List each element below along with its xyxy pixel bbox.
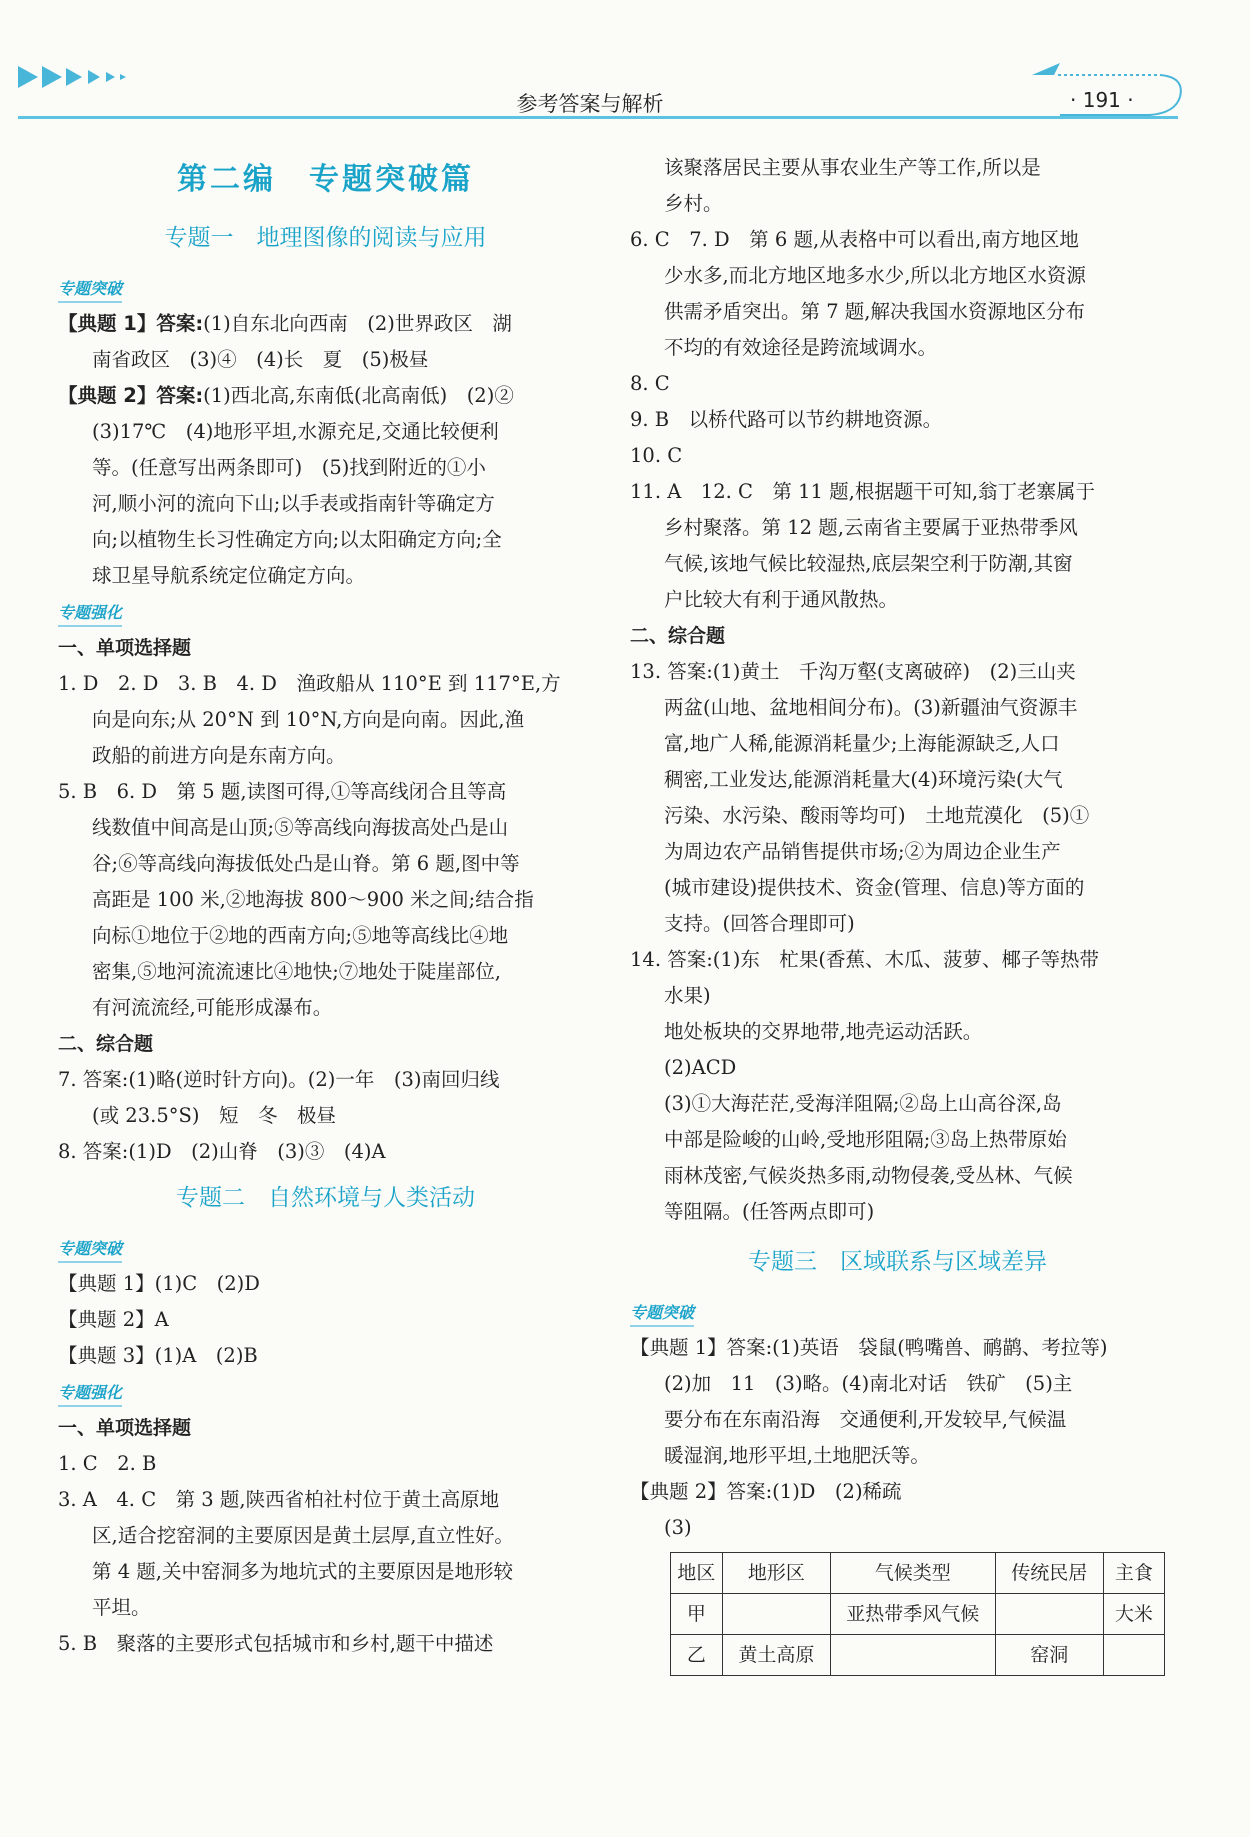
text-line: 富,地广人稀,能源消耗量少;上海能源缺乏,人口 [664, 732, 1060, 755]
text-line: 气候,该地气候比较湿热,底层架空利于防潮,其窗 [664, 552, 1073, 575]
text-line: 11. A 12. C 第 11 题,根据题干可知,翁丁老寨属于 [630, 480, 1096, 503]
text-line: 雨林茂密,气候炎热多雨,动物侵袭,受丛林、气候 [664, 1164, 1073, 1187]
text-line: 球卫星导航系统定位确定方向。 [92, 564, 366, 587]
section-tag-tupo: 专题突破 [630, 1301, 694, 1327]
text-line: (或 23.5°S) 短 冬 极昼 [92, 1104, 336, 1127]
text-line: 中部是险峻的山岭,受地形阻隔;③岛上热带原始 [664, 1128, 1067, 1151]
header-title: 参考答案与解析 [516, 92, 664, 116]
text-line: 10. C [630, 444, 683, 467]
section-heading: 二、综合题 [630, 625, 726, 647]
text-line: 向;以植物生长习性确定方向;以太阳确定方向;全 [92, 528, 502, 551]
text-line: (城市建设)提供技术、资金(管理、信息)等方面的 [664, 876, 1085, 899]
text-line: 13. 答案:(1)黄土 千沟万壑(支离破碎) (2)三山夹 [630, 660, 1076, 683]
arrow-decoration-icon [42, 66, 62, 88]
table-cell: 黄土高原 [722, 1635, 830, 1676]
answer-table [670, 1552, 1165, 1676]
table-cell: 亚热带季风气候 [830, 1594, 995, 1635]
text-line: 8. 答案:(1)D (2)山脊 (3)③ (4)A [58, 1140, 386, 1163]
text-line: 支持。(回答合理即可) [664, 912, 855, 935]
text-line: 【典题 3】(1)A (2)B [58, 1344, 258, 1367]
text-line: 谷;⑥等高线向海拔低处凸是山脊。第 6 题,图中等 [92, 852, 520, 875]
text-line: (2)加 11 (3)略。(4)南北对话 铁矿 (5)主 [664, 1372, 1073, 1395]
text-line: 1. C 2. B [58, 1452, 157, 1475]
section-tag-qianghua: 专题强化 [58, 1381, 122, 1407]
text-line: 7. 答案:(1)略(逆时针方向)。(2)一年 (3)南回归线 [58, 1068, 500, 1091]
text-line: 【典题 1】答案:(1)英语 袋鼠(鸭嘴兽、鸸鹋、考拉等) [630, 1336, 1108, 1359]
table-cell: 大米 [1103, 1594, 1164, 1635]
text-line: 5. B 6. D 第 5 题,读图可得,①等高线闭合且等高 [58, 780, 507, 803]
text-line: 等阻隔。(任答两点即可) [664, 1200, 875, 1223]
section-heading: 二、综合题 [58, 1033, 154, 1055]
page-header [0, 0, 1250, 125]
text-line: 8. C [630, 372, 670, 395]
arrow-decoration-icon [120, 74, 126, 80]
section-heading: 一、单项选择题 [58, 1417, 192, 1439]
text-line: 【典题 2】答案:(1)D (2)稀疏 [630, 1480, 902, 1503]
text-line: 水果) [664, 984, 711, 1007]
text-line: 供需矛盾突出。第 7 题,解决我国水资源地区分布 [664, 300, 1086, 323]
text-line: 地处板块的交界地带,地壳运动活跃。 [664, 1020, 983, 1043]
topic-2-title: 专题二 自然环境与人类活动 [176, 1185, 475, 1211]
text-line: 污染、水污染、酸雨等均可) 土地荒漠化 (5)① [664, 804, 1090, 827]
text-line: 第 4 题,关中窑洞多为地坑式的主要原因是地形较 [92, 1560, 514, 1583]
text-line: 1. D 2. D 3. B 4. D 渔政船从 110°E 到 117°E,方 [58, 672, 561, 695]
header-divider [18, 116, 1178, 119]
text-line: 密集,⑤地河流流速比④地快;⑦地处于陡崖部位, [92, 960, 501, 983]
text-line: 政船的前进方向是东南方向。 [92, 744, 346, 767]
text-line: 5. B 聚落的主要形式包括城市和乡村,题干中描述 [58, 1632, 494, 1655]
text-line: 有河流流经,可能形成瀑布。 [92, 996, 333, 1019]
table-header-cell: 主食 [1103, 1553, 1164, 1594]
example-2-label: 【典题 2】答案: [58, 384, 204, 407]
table-header-cell: 地区 [671, 1553, 723, 1594]
text-line: 稠密,工业发达,能源消耗量大(4)环境污染(大气 [664, 768, 1063, 791]
right-column [630, 150, 1165, 1676]
text-line: 户比较大有利于通风散热。 [664, 588, 899, 611]
text-line: (2)ACD [664, 1056, 737, 1079]
table-header-cell: 传统民居 [995, 1553, 1103, 1594]
table-cell: 窑洞 [995, 1635, 1103, 1676]
arrow-decoration-icon [106, 72, 115, 82]
arrow-decoration-icon [18, 66, 38, 88]
table-cell [722, 1594, 830, 1635]
table-cell [830, 1635, 995, 1676]
example-1-label: 【典题 1】答案: [58, 312, 204, 335]
text-line: 河,顺小河的流向下山;以手表或指南针等确定方 [92, 492, 495, 515]
left-column [58, 150, 593, 1662]
example-2-answer: (1)西北高,东南低(北高南低) (2)② [203, 384, 514, 407]
topic-3-title: 专题三 区域联系与区域差异 [748, 1249, 1047, 1275]
text-line: 南省政区 (3)④ (4)长 夏 (5)极昼 [92, 348, 429, 371]
text-line: 少水多,而北方地区地多水少,所以北方地区水资源 [664, 264, 1086, 287]
text-line: 6. C 7. D 第 6 题,从表格中可以看出,南方地区地 [630, 228, 1079, 251]
text-line: 向标①地位于②地的西南方向;⑤地等高线比④地 [92, 924, 509, 947]
text-line: 乡村。 [664, 192, 723, 215]
text-line: 两盆(山地、盆地相间分布)。(3)新疆油气资源丰 [664, 696, 1078, 719]
section-tag-tupo: 专题突破 [58, 277, 122, 303]
text-line: 该聚落居民主要从事农业生产等工作,所以是 [664, 156, 1041, 179]
arrow-decoration-icon [88, 70, 100, 84]
text-line: 等。(任意写出两条即可) (5)找到附近的①小 [92, 456, 486, 479]
text-line: 3. A 4. C 第 3 题,陕西省柏社村位于黄土高原地 [58, 1488, 500, 1511]
text-line: 高距是 100 米,②地海拔 800～900 米之间;结合指 [92, 888, 534, 911]
text-line: 平坦。 [92, 1596, 151, 1619]
text-line: 暖湿润,地形平坦,土地肥沃等。 [664, 1444, 930, 1467]
table-row [671, 1594, 1165, 1635]
text-line: 【典题 2】A [58, 1308, 169, 1331]
text-line: 区,适合挖窑洞的主要原因是黄土层厚,直立性好。 [92, 1524, 514, 1547]
table-row [671, 1635, 1165, 1676]
text-line: 【典题 1】(1)C (2)D [58, 1272, 260, 1295]
page-number: · 191 · [1070, 88, 1134, 112]
table-header-cell: 地形区 [722, 1553, 830, 1594]
example-1-answer: (1)自东北向西南 (2)世界政区 湖 [203, 312, 512, 335]
arrow-decoration-icon [66, 68, 82, 86]
text-line: 线数值中间高是山顶;⑤等高线向海拔高处凸是山 [92, 816, 509, 839]
text-line: 9. B 以桥代路可以节约耕地资源。 [630, 408, 943, 431]
text-line: 不均的有效途径是跨流域调水。 [664, 336, 938, 359]
text-line: (3) [664, 1516, 692, 1539]
table-cell: 甲 [671, 1594, 723, 1635]
table-cell [1103, 1635, 1164, 1676]
text-line: 要分布在东南沿海 交通便利,开发较早,气候温 [664, 1408, 1067, 1431]
section-heading: 一、单项选择题 [58, 637, 192, 659]
part-title: 第二编 专题突破篇 [177, 162, 474, 197]
text-line: 为周边农产品销售提供市场;②为周边企业生产 [664, 840, 1061, 863]
table-cell [995, 1594, 1103, 1635]
text-line: 向是向东;从 20°N 到 10°N,方向是向南。因此,渔 [92, 708, 525, 731]
text-line: 14. 答案:(1)东 杧果(香蕉、木瓜、菠萝、椰子等热带 [630, 948, 1100, 971]
section-tag-qianghua: 专题强化 [58, 601, 122, 627]
table-cell: 乙 [671, 1635, 723, 1676]
text-line: 乡村聚落。第 12 题,云南省主要属于亚热带季风 [664, 516, 1078, 539]
topic-1-title: 专题一 地理图像的阅读与应用 [164, 225, 487, 251]
table-header-cell: 气候类型 [830, 1553, 995, 1594]
text-line: (3)①大海茫茫,受海洋阻隔;②岛上山高谷深,岛 [664, 1092, 1062, 1115]
section-tag-tupo: 专题突破 [58, 1237, 122, 1263]
table-header-row [671, 1553, 1165, 1594]
text-line: (3)17℃ (4)地形平坦,水源充足,交通比较便利 [92, 420, 499, 443]
